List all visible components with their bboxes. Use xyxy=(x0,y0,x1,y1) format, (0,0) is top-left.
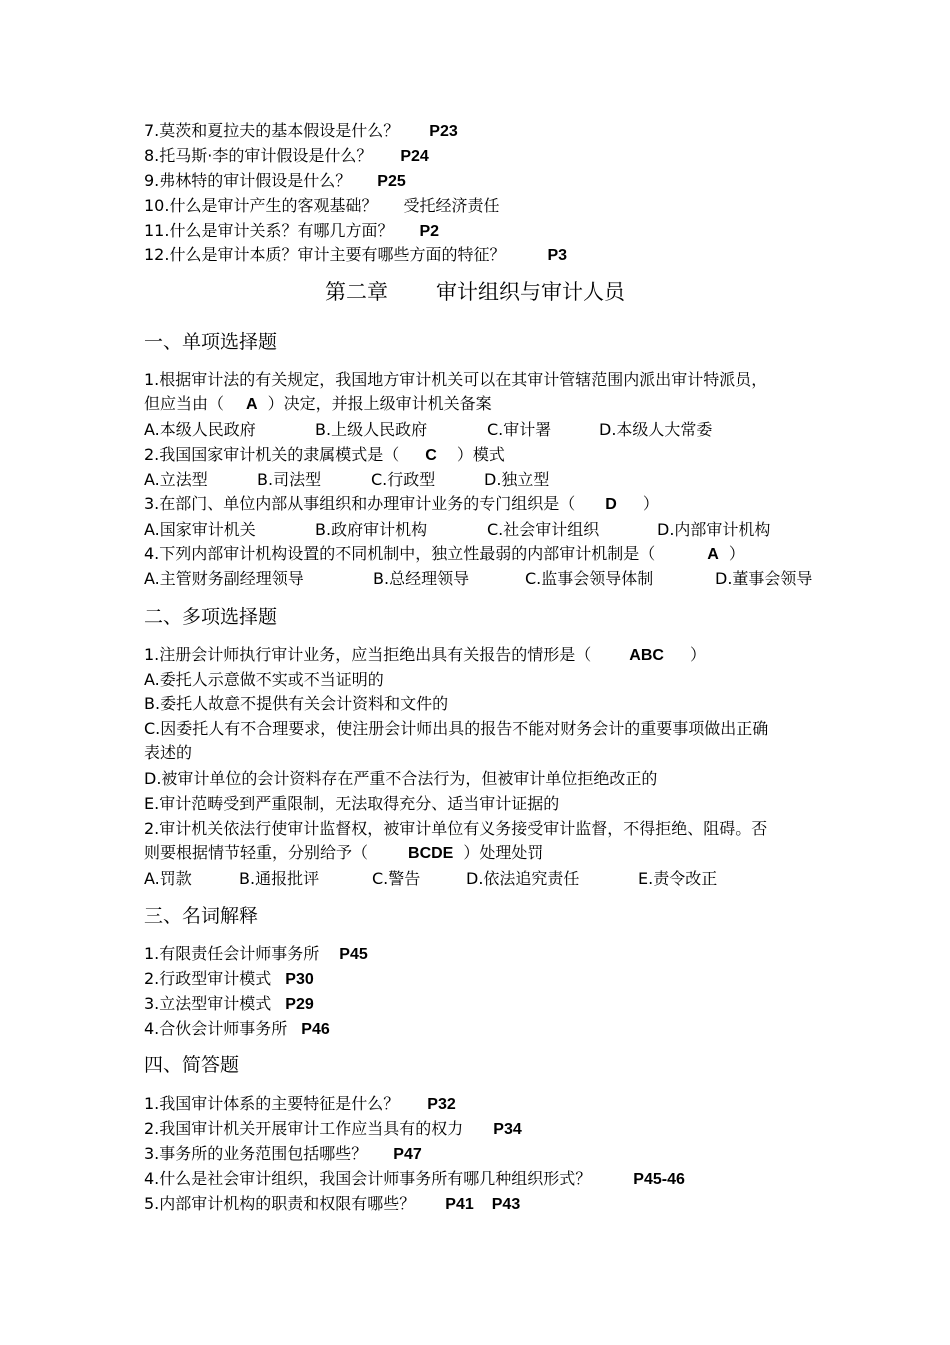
option: B.上级人民政府 xyxy=(315,420,428,439)
option: A.本级人民政府 xyxy=(144,420,256,439)
option: C.监事会领导体制 xyxy=(525,569,654,588)
option: C.行政型 xyxy=(371,470,436,489)
page-ref: P32 xyxy=(427,1096,456,1113)
section-heading: 四、简答题 xyxy=(144,1054,240,1076)
option: A.委托人示意做不实或不当证明的 xyxy=(144,670,384,689)
question-line: 3.在部门、单位内部从事组织和办理审计业务的专门组织是（ D ） xyxy=(144,494,659,513)
option: E.责令改正 xyxy=(638,869,718,888)
question-text: 2.审计机关依法行使审计监督权，被审计单位有义务接受审计监督，不得拒绝、阻碍。否 xyxy=(144,819,768,838)
question-text: 10.什么是审计产生的客观基础？ xyxy=(144,196,378,215)
option: D.内部审计机构 xyxy=(657,520,771,539)
chapter-title xyxy=(0,278,950,306)
option: B.政府审计机构 xyxy=(315,520,428,539)
answer: C xyxy=(425,447,437,464)
option: C.警告 xyxy=(372,869,421,888)
page-ref: P45-46 xyxy=(633,1171,685,1188)
chapter-number: 第二章 xyxy=(325,280,388,304)
question-line xyxy=(144,221,439,242)
question-line xyxy=(144,171,406,192)
answer: A xyxy=(707,546,719,563)
page-ref: P2 xyxy=(419,223,440,240)
chapter-name: 审计组织与审计人员 xyxy=(436,280,625,304)
option-row xyxy=(144,569,844,589)
option: C.社会审计组织 xyxy=(487,520,600,539)
term-item: 2.行政型审计模式 P30 xyxy=(144,969,314,988)
option: D.董事会领导 xyxy=(715,569,813,588)
question-line xyxy=(144,146,429,167)
option: C.因委托人有不合理要求，使注册会计师出具的报告不能对财务会计的重要事项做出正确 xyxy=(144,719,769,738)
term-item: 1.有限责任会计师事务所 P45 xyxy=(144,944,368,963)
question-line xyxy=(144,121,458,142)
option: B.总经理领导 xyxy=(373,569,470,588)
option-continued: 表述的 xyxy=(144,743,193,762)
question-line: 4.下列内部审计机构设置的不同机制中，独立性最弱的内部审计机制是（ A ） xyxy=(144,544,745,563)
question-line xyxy=(144,196,499,216)
option: B.委托人故意不提供有关会计资料和文件的 xyxy=(144,694,449,713)
question-text: 7.莫茨和夏拉夫的基本假设是什么？ xyxy=(144,121,400,140)
option-row xyxy=(144,520,844,540)
page-ref: P34 xyxy=(493,1121,522,1138)
page-ref: P47 xyxy=(393,1146,422,1163)
question-line: 1.注册会计师执行审计业务，应当拒绝出具有关报告的情形是（ ABC ） xyxy=(144,645,706,664)
page-ref: P41 xyxy=(445,1196,474,1213)
option: B.通报批评 xyxy=(239,869,320,888)
answer-text: 受托经济责任 xyxy=(403,196,500,215)
answer: D xyxy=(605,496,617,513)
option-row xyxy=(144,420,844,440)
page-ref: P46 xyxy=(301,1021,330,1038)
option: D.独立型 xyxy=(484,470,550,489)
question-line: 但应当由（ A ）决定，并报上级审计机关备案 xyxy=(144,394,492,413)
page-ref: P23 xyxy=(429,123,458,140)
option: D.依法追究责任 xyxy=(466,869,580,888)
answer: A xyxy=(246,396,258,413)
section-heading: 二、多项选择题 xyxy=(144,606,278,628)
page-ref: P45 xyxy=(339,946,368,963)
option: A.国家审计机关 xyxy=(144,520,256,539)
option: E.审计范畴受到严重限制，无法取得充分、适当审计证据的 xyxy=(144,794,560,813)
option: C.审计署 xyxy=(487,420,552,439)
question-text: 9.弗林特的审计假设是什么？ xyxy=(144,171,352,190)
option: D.被审计单位的会计资料存在严重不合法行为，但被审计单位拒绝改正的 xyxy=(144,769,658,788)
answer: ABC xyxy=(629,647,664,664)
question-text: 8.托马斯·李的审计假设是什么？ xyxy=(144,146,373,165)
short-answer-item: 4.什么是社会审计组织，我国会计师事务所有哪几种组织形式？ P45-46 xyxy=(144,1169,685,1188)
question-line: 2.我国国家审计机关的隶属模式是（ C ）模式 xyxy=(144,445,505,464)
short-answer-item: 1.我国审计体系的主要特征是什么？ P32 xyxy=(144,1094,456,1113)
question-line xyxy=(144,245,567,266)
short-answer-item: 3.事务所的业务范围包括哪些？ P47 xyxy=(144,1144,422,1163)
short-answer-item: 2.我国审计机关开展审计工作应当具有的权力 P34 xyxy=(144,1119,522,1138)
page-ref: P24 xyxy=(400,148,429,165)
short-answer-item: 5.内部审计机构的职责和权限有哪些？ P41 P43 xyxy=(144,1194,521,1213)
answer: BCDE xyxy=(408,845,454,862)
section-heading: 三、名词解释 xyxy=(144,905,259,927)
page-ref: P29 xyxy=(285,996,314,1013)
page-ref: P3 xyxy=(547,247,568,264)
page-ref: P43 xyxy=(491,1196,521,1213)
option: B.司法型 xyxy=(257,470,322,489)
option: A.主管财务副经理领导 xyxy=(144,569,304,588)
option: D.本级人大常委 xyxy=(599,420,713,439)
section-heading: 一、单项选择题 xyxy=(144,331,278,353)
option-row xyxy=(144,470,844,490)
question-text: 12.什么是审计本质？审计主要有哪些方面的特征？ xyxy=(144,245,506,264)
option: A.立法型 xyxy=(144,470,208,489)
option: A.罚款 xyxy=(144,869,192,888)
page-ref: P25 xyxy=(377,173,406,190)
page-ref: P30 xyxy=(285,971,314,988)
question-line: 则要根据情节轻重，分别给予（ BCDE ）处理处罚 xyxy=(144,843,544,862)
term-item: 4.合伙会计师事务所 P46 xyxy=(144,1019,330,1038)
question-text: 1.根据审计法的有关规定，我国地方审计机关可以在其审计管辖范围内派出审计特派员， xyxy=(144,370,768,389)
term-item: 3.立法型审计模式 P29 xyxy=(144,994,314,1013)
question-text: 11.什么是审计关系？有哪几方面？ xyxy=(144,221,394,240)
option-row xyxy=(144,869,844,889)
